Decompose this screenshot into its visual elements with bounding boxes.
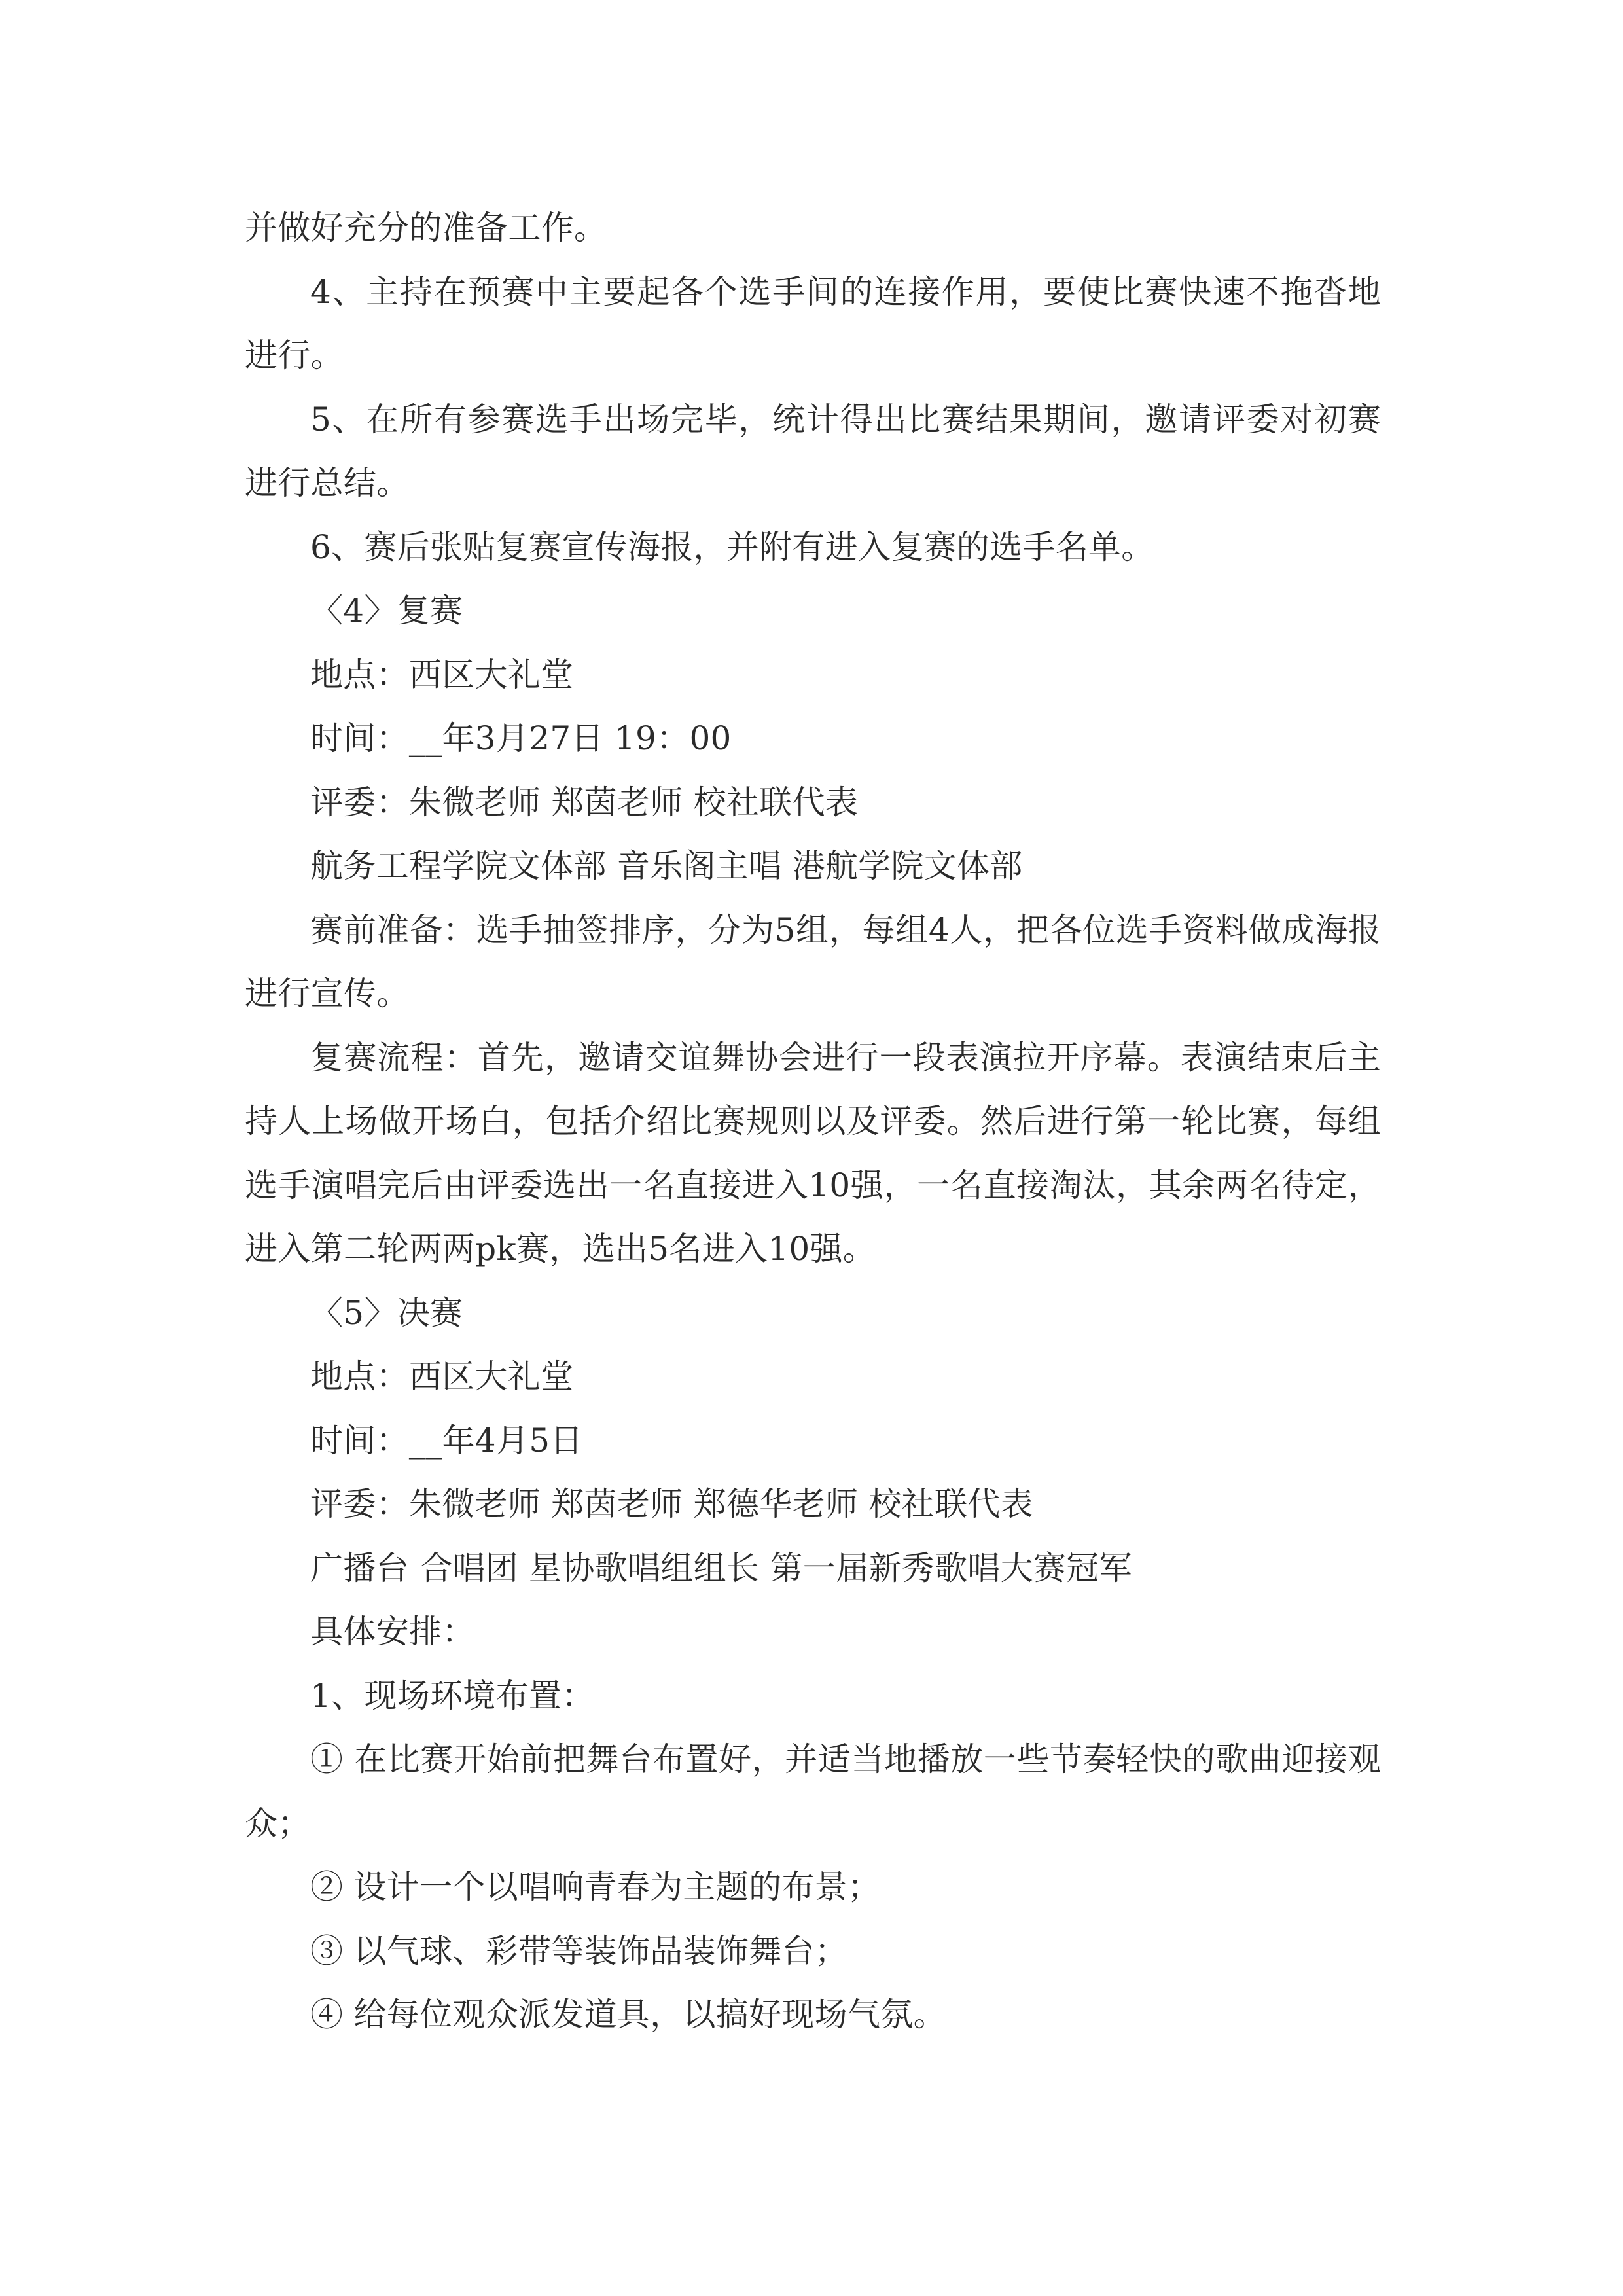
paragraph-item-5: 5、在所有参赛选手出场完毕，统计得出比赛结果期间，邀请评委对初赛进行总结。 — [245, 400, 1381, 502]
venue-setup-item-3: ③ 以气球、彩带等装饰品装饰舞台； — [310, 1931, 847, 1970]
section-heading-semifinal: 〈4〉复赛 — [310, 592, 463, 630]
paragraph-continuation: 并做好充分的准备工作。 — [245, 209, 607, 247]
section-heading-final: 〈5〉决赛 — [310, 1293, 463, 1332]
semifinal-location: 地点：西区大礼堂 — [310, 655, 574, 694]
semifinal-preparation: 赛前准备：选手抽签排序，分为5组，每组4人，把各位选手资料做成海报进行宣传。 — [245, 910, 1381, 1013]
arrangement-heading: 具体安排： — [310, 1613, 475, 1651]
final-judges: 评委：朱微老师 郑茵老师 郑德华老师 校社联代表 — [310, 1485, 1033, 1523]
paragraph-item-4: 4、主持在预赛中主要起各个选手间的连接作用，要使比赛快速不拖沓地进行。 — [245, 272, 1381, 374]
semifinal-time: 时间：__年3月27日 19：00 — [310, 719, 732, 757]
venue-setup-heading: 1、现场环境布置： — [310, 1676, 595, 1715]
semifinal-process: 复赛流程：首先，邀请交谊舞协会进行一段表演拉开序幕。表演结束后主持人上场做开场白，包括介绍比赛规则以及评委。然后进行第一轮比赛，每组选手演唱完后由评委选出一名直接进入10强，一名直接淘汰，其余两名待定，进入第二轮两两pk赛，选出5名进入10强。 — [245, 1038, 1381, 1268]
paragraph-item-6: 6、赛后张贴复赛宣传海报，并附有进入复赛的选手名单。 — [310, 528, 1154, 566]
final-location: 地点：西区大礼堂 — [310, 1357, 574, 1395]
semifinal-judges-continued: 航务工程学院文体部 音乐阁主唱 港航学院文体部 — [310, 847, 1023, 885]
venue-setup-item-1: ① 在比赛开始前把舞台布置好，并适当地播放一些节奏轻快的歌曲迎接观众； — [245, 1740, 1381, 1842]
semifinal-judges: 评委：朱微老师 郑茵老师 校社联代表 — [310, 783, 859, 821]
final-time: 时间：__年4月5日 — [310, 1421, 583, 1460]
document-body — [245, 196, 1381, 2047]
final-judges-continued: 广播台 合唱团 星协歌唱组组长 第一届新秀歌唱大赛冠军 — [310, 1549, 1132, 1587]
venue-setup-item-4: ④ 给每位观众派发道具，以搞好现场气氛。 — [310, 1996, 946, 2034]
venue-setup-item-2: ② 设计一个以唱响青春为主题的布景； — [310, 1868, 881, 1906]
